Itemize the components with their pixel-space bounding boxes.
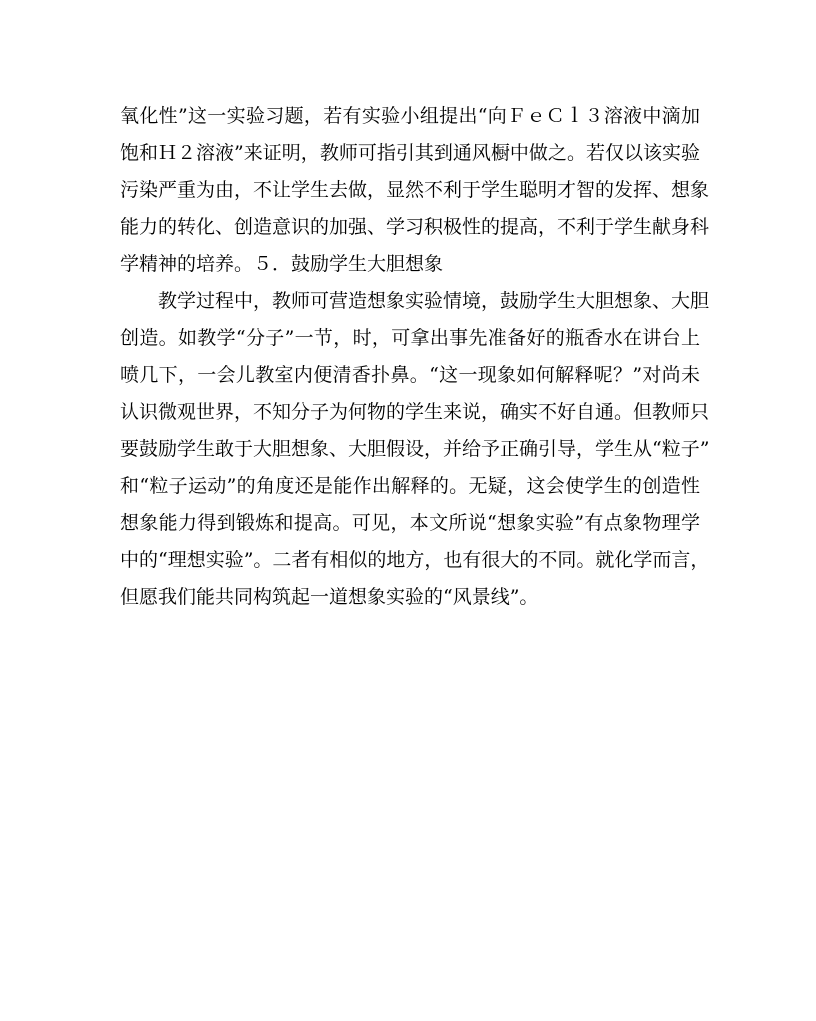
text-line: 认识微观世界，不知分子为何物的学生来说，确实不好自通。但教师只 (120, 401, 710, 423)
text-line: 饱和Ｈ２溶液”来证明，教师可指引其到通风橱中做之。若仅以该实验 (120, 142, 700, 164)
paragraph-2 (120, 283, 710, 616)
text-line: 但愿我们能共同构筑起一道想象实验的“风景线”。 (120, 586, 539, 608)
text-line: 氧化性”这一实验习题，若有实验小组提出“向ＦｅＣｌ３溶液中滴加 (120, 105, 700, 127)
text-line: 创造。如教学“分子”一节，时，可拿出事先准备好的瓶香水在讲台上 (120, 327, 700, 349)
paragraph-1 (120, 98, 710, 283)
text-line: 中的“理想实验”。二者有相似的地方，也有很大的不同。就化学而言， (120, 549, 710, 571)
document-body (120, 98, 710, 616)
text-line: 想象能力得到锻炼和提高。可见，本文所说“想象实验”有点象物理学 (120, 512, 700, 534)
text-line: 教学过程中，教师可营造想象实验情境，鼓励学生大胆想象、大胆 (120, 290, 710, 312)
text-line: 和“粒子运动”的角度还是能作出解释的。无疑，这会使学生的创造性 (120, 475, 700, 497)
text-line: 污染严重为由，不让学生去做，显然不利于学生聪明才智的发挥、想象 (120, 179, 710, 201)
text-line: 学精神的培养。５．鼓励学生大胆想象 (120, 253, 444, 275)
text-line: 能力的转化、创造意识的加强、学习积极性的提高，不利于学生献身科 (120, 216, 710, 238)
text-line: 要鼓励学生敢于大胆想象、大胆假设，并给予正确引导，学生从“粒子” (120, 438, 710, 460)
text-line: 喷几下，一会儿教室内便清香扑鼻。“这一现象如何解释呢？”对尚未 (120, 364, 700, 386)
